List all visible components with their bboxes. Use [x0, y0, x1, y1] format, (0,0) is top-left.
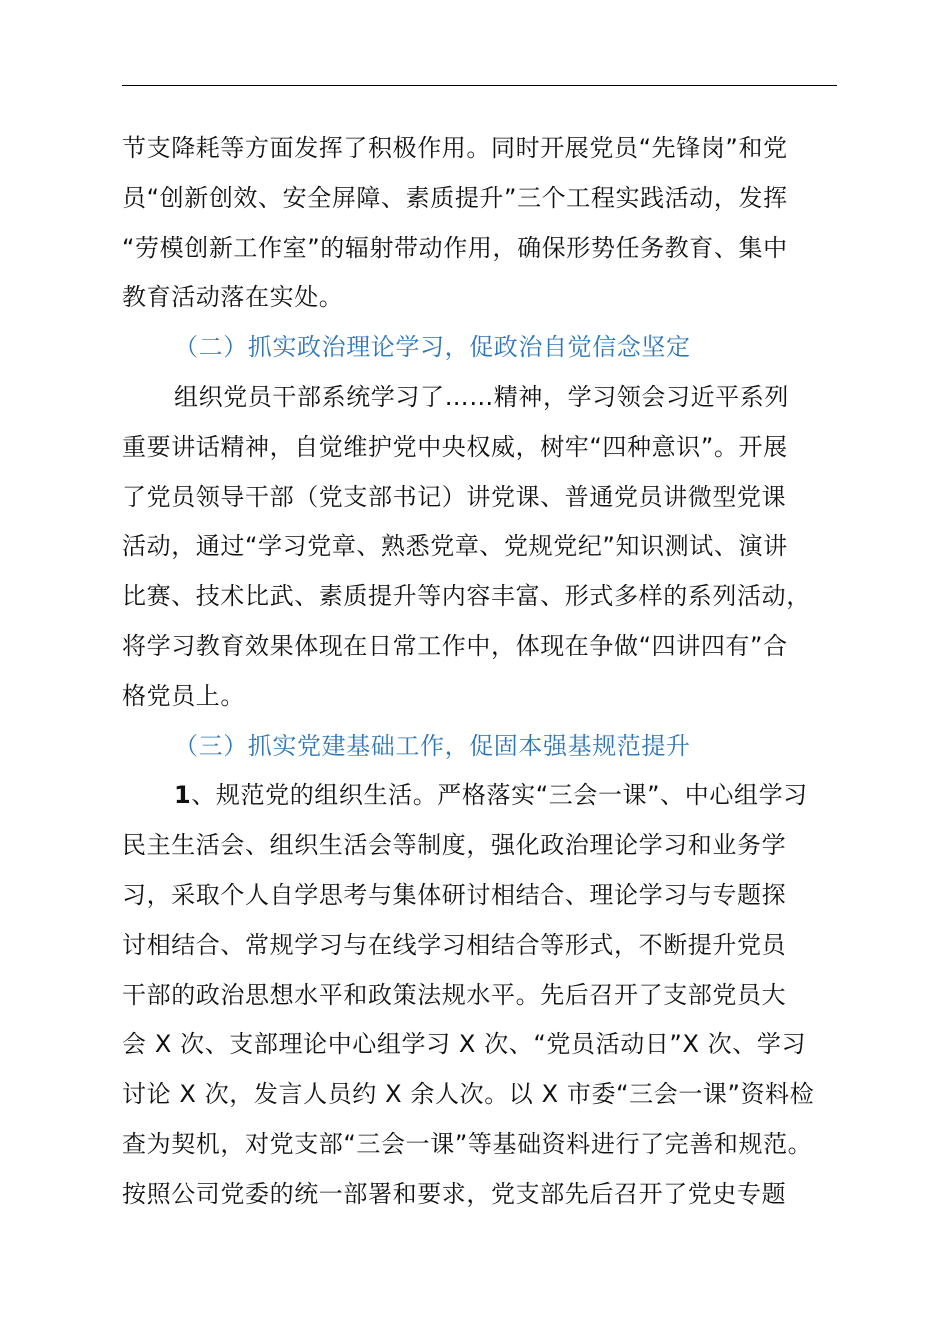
- header-rule: [122, 85, 837, 86]
- text-line: 干部的政治思想水平和政策法规水平。先后召开了支部党员大: [122, 980, 787, 1009]
- section-heading-2: （二）抓实政治理论学习，促政治自觉信念坚定: [174, 333, 691, 362]
- text-line: 重要讲话精神，自觉维护党中央权威，树牢“四种意识”。开展: [122, 432, 788, 461]
- text-line: 将学习教育效果体现在日常工作中，体现在争做“四讲四有”合: [122, 631, 788, 660]
- text-line: 了党员领导干部（党支部书记）讲党课、普通党员讲微型党课: [122, 482, 787, 511]
- text-line: 民主生活会、组织生活会等制度，强化政治理论学习和业务学: [122, 831, 787, 860]
- text-line: 会 X 次、支部理论中心组学习 X 次、“党员活动日”X 次、学习: [122, 1030, 807, 1059]
- text-line: 比赛、技术比武、素质提升等内容丰富、形式多样的系列活动，: [122, 582, 811, 611]
- text-line: 活动，通过“学习党章、熟悉党章、党规党纪”知识测试、演讲: [122, 532, 788, 561]
- text-line: 按照公司党委的统一部署和要求，党支部先后召开了党史专题: [122, 1179, 787, 1208]
- text-line: 组织党员干部系统学习了……精神，学习领会习近平系列: [174, 382, 789, 411]
- section-heading-3: （三）抓实党建基础工作，促固本强基规范提升: [174, 731, 691, 760]
- text-line: 格党员上。: [122, 681, 245, 710]
- text-line: 员“创新创效、安全屏障、素质提升”三个工程实践活动，发挥: [122, 183, 788, 212]
- item-number: 1: [174, 781, 192, 810]
- text-line: 查为契机，对党支部“三会一课”等基础资料进行了完善和规范。: [122, 1129, 813, 1158]
- text-line: 讨相结合、常规学习与在线学习相结合等形式，不断提升党员: [122, 930, 787, 959]
- document-body: [122, 124, 842, 1220]
- numbered-item-first-line: [122, 771, 842, 821]
- text-line: 习，采取个人自学思考与集体研讨相结合、理论学习与专题探: [122, 880, 787, 909]
- text-line: 教育活动落在实处。: [122, 283, 344, 312]
- item-text: 、规范党的组织生活。严格落实“三会一课”、中心组学习: [191, 781, 808, 810]
- text-line: 节支降耗等方面发挥了积极作用。同时开展党员“先锋岗”和党: [122, 134, 788, 162]
- text-line: “劳模创新工作室”的辐射带动作用，确保形势任务教育、集中: [122, 233, 788, 262]
- text-line: 讨论 X 次，发言人员约 X 余人次。以 X 市委“三会一课”资料检: [122, 1080, 815, 1109]
